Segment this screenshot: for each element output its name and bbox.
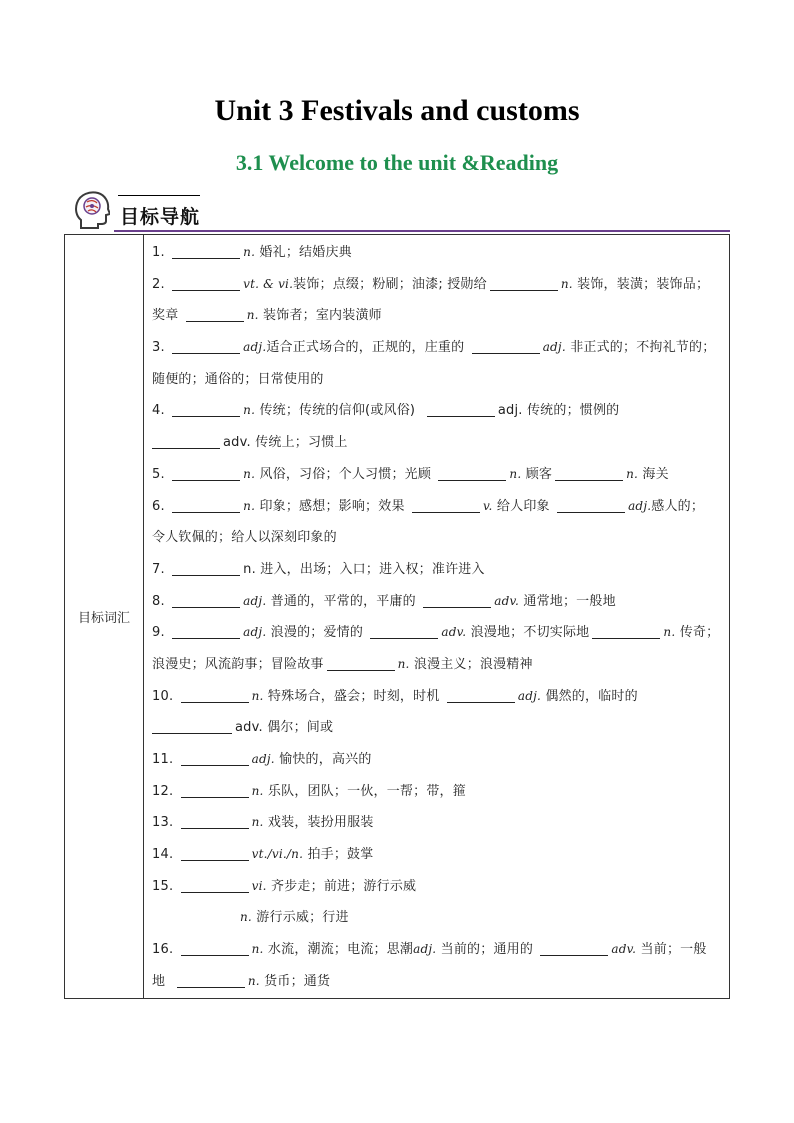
answer-blank[interactable] [152, 433, 220, 449]
section-label: 目标导航 [120, 206, 201, 228]
vocab-line-2: 2. vt. & vi.装饰；点缀；粉刷；油漆; 授勋给 n. 装饰，装潢；装饰品； [152, 276, 710, 292]
answer-blank[interactable] [172, 560, 240, 576]
vocab-line-12: 8. adj. 普通的，平常的，平庸的 adv. 通常地；一般地 [152, 593, 616, 609]
answer-blank[interactable] [370, 623, 438, 639]
answer-blank[interactable] [423, 592, 491, 608]
answer-blank[interactable] [152, 718, 232, 734]
answer-blank[interactable] [327, 655, 395, 671]
answer-blank[interactable] [427, 401, 495, 417]
vocab-line-24: 地 n. 货币；通货 [152, 973, 331, 989]
answer-blank[interactable] [412, 497, 480, 513]
answer-blank[interactable] [592, 623, 660, 639]
answer-blank[interactable] [555, 465, 623, 481]
answer-blank[interactable] [177, 972, 245, 988]
vocab-line-18: 12. n. 乐队，团队；一伙，一帮；带，箍 [152, 783, 466, 799]
vocab-line-5: 随便的；通俗的；日常使用的 [152, 371, 324, 387]
answer-blank[interactable] [172, 275, 240, 291]
vocab-line-15: 10. n. 特殊场合，盛会；时刻，时机 adj. 偶然的，临时的 [152, 688, 638, 704]
vocab-line-6: 4. n. 传统；传统的信仰(或风俗) adj. 传统的；惯例的 [152, 403, 620, 419]
vocab-line-11: 7. n. 进入，出场；入口；进入权；准许进入 [152, 561, 485, 577]
vocab-line-9: 6. n. 印象；感想；影响；效果 v. 给人印象 adj.感人的； [152, 498, 705, 514]
section-header [70, 186, 730, 234]
answer-blank[interactable] [472, 338, 540, 354]
row-label: 目标词汇 [65, 235, 144, 999]
answer-blank[interactable] [172, 497, 240, 513]
vocab-line-13: 9. adj. 浪漫的；爱情的 adv. 浪漫地；不切实际地 n. 传奇； [152, 625, 720, 641]
answer-blank[interactable] [172, 243, 240, 259]
answer-blank[interactable] [490, 275, 558, 291]
answer-blank[interactable] [557, 497, 625, 513]
answer-blank[interactable] [181, 845, 249, 861]
answer-blank[interactable] [186, 306, 244, 322]
answer-blank[interactable] [181, 877, 249, 893]
lesson-subtitle: 3.1 Welcome to the unit &Reading [235, 150, 559, 175]
vocab-line-22: n. 游行示威；行进 [240, 910, 349, 926]
answer-blank[interactable] [447, 687, 515, 703]
answer-blank[interactable] [181, 687, 249, 703]
vocab-line-10: 令人钦佩的；给人以深刻印象的 [152, 530, 337, 546]
section-divider [114, 230, 730, 232]
vocab-line-8: 5. n. 风俗，习俗；个人习惯；光顾 n. 顾客 n. 海关 [152, 466, 669, 482]
vocab-line-20: 14. vt./vi./n. 拍手；鼓掌 [152, 847, 374, 863]
vocab-line-16: adv. 偶尔；间或 [152, 712, 723, 744]
answer-blank[interactable] [172, 592, 240, 608]
answer-blank[interactable] [181, 782, 249, 798]
answer-blank[interactable] [181, 940, 249, 956]
answer-blank[interactable] [181, 750, 249, 766]
vocab-line-21: 15. vi. 齐步走；前进；游行示威 [152, 878, 417, 894]
vocab-line-4: 3. adj.适合正式场合的，正规的，庄重的 adj. 非正式的；不拘礼节的； [152, 340, 716, 356]
answer-blank[interactable] [172, 623, 240, 639]
answer-blank[interactable] [438, 465, 506, 481]
vocab-line-1: 1. n. 婚礼；结婚庆典 [152, 245, 352, 260]
section-top-line [118, 195, 200, 196]
answer-blank[interactable] [540, 940, 608, 956]
vocabulary-table [64, 234, 730, 999]
vocab-line-7: adv. 传统上；习惯上 [152, 427, 723, 459]
answer-blank[interactable] [172, 465, 240, 481]
answer-blank[interactable] [181, 813, 249, 829]
head-with-brain-icon [74, 190, 110, 230]
vocab-line-23: 16. n. 水流，潮流；电流；思潮adj. 当前的；通用的 adv. 当前；一般 [152, 942, 707, 958]
answer-blank[interactable] [172, 401, 240, 417]
vocab-line-17: 11. adj. 愉快的，高兴的 [152, 752, 372, 767]
document-title: Unit 3 Festivals and customs [214, 94, 580, 127]
vocab-line-14: 浪漫史；风流韵事；冒险故事 n. 浪漫主义；浪漫精神 [152, 656, 533, 672]
vocab-line-19: 13. n. 戏装，装扮用服装 [152, 815, 374, 831]
answer-blank[interactable] [172, 338, 240, 354]
vocab-line-3: 奖章 n. 装饰者；室内装潢师 [152, 308, 382, 324]
vocab-content [144, 235, 730, 999]
table-row [65, 235, 730, 999]
